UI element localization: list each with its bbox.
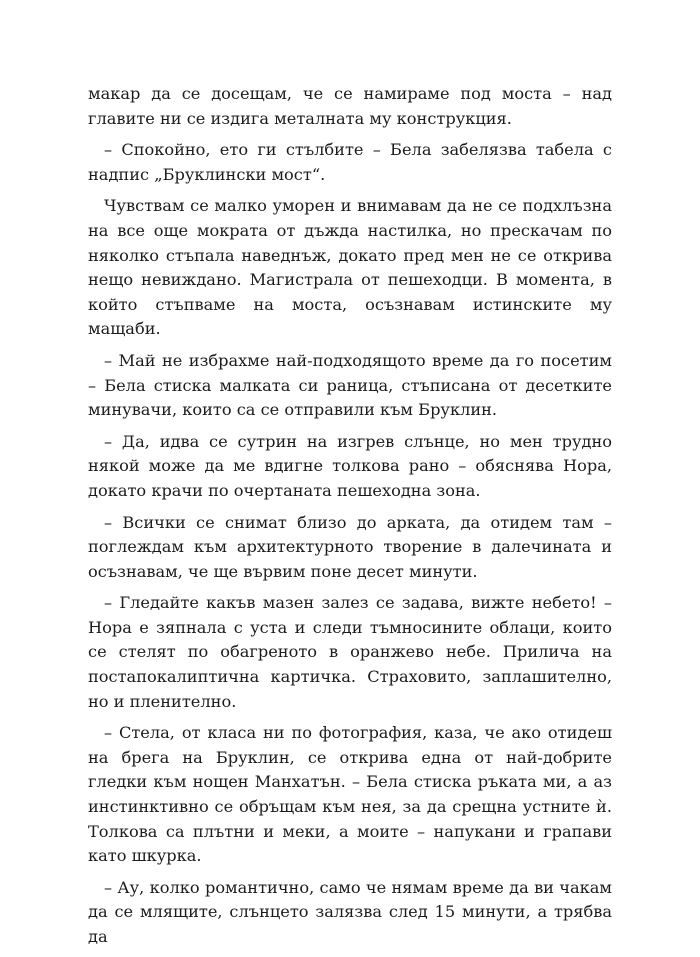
- page-text: [88, 82, 612, 957]
- paragraph-2: – Спокойно, ето ги стълбите – Бела забелязва табела с надпис „Бруклински мост“.: [88, 140, 612, 184]
- paragraph-7: – Гледайте какъв мазен залез се задава, вижте небето! – Нора е зяпнала с уста и следи тъмносините облаци, които се стелят по обагреното в оранжево небе. Прилича на постапокалиптична картичка. Страховито, заплашително, но и пленително.: [88, 593, 612, 711]
- paragraph-5: – Да, идва се сутрин на изгрев слънце, но мен трудно някой може да ме вдигне толкова рано – обяснява Нора, докато крачи по очертаната пешеходна зона.: [88, 431, 612, 500]
- paragraph-9: – Ау, колко романтично, само че нямам време да ви чакам да се млящите, слънцето залязва след 15 минути, а трябва да: [88, 877, 612, 946]
- paragraph-3: Чувствам се малко уморен и внимавам да не се подхлъзна на все още мократа от дъжда настилка, но прескачам по няколко стъпала наведнъж, докато пред мен не се открива нещо невиждано. Магистрала от пешеходци. В момента, в който стъпваме на моста, осъзнавам истинските му мащаби.: [88, 196, 612, 339]
- paragraph-6: – Всички се снимат близо до арката, да отидем там – поглеждам към архитектурното творение в далечината и осъзнавам, че ще вървим поне десет минути.: [88, 512, 612, 581]
- paragraph-8: – Стела, от класа ни по фотография, каза, че ако отидеш на брега на Бруклин, се открива една от най-добрите гледки към нощен Манхатън. – Бела стиска ръката ми, а аз инстинктивно се обръщам към нея, за да срещна устните ѝ. Толкова са плътни и меки, а моите – напукани и грапави като шкурка.: [88, 723, 612, 866]
- paragraph-1: макар да се досещам, че се намираме под моста – над главите ни се издига металната му конструкция.: [88, 84, 612, 128]
- paragraph-4: – Май не избрахме най-подходящото време да го посетим – Бела стиска малката си раница, стъписана от десетките минувачи, които са се отправили към Бруклин.: [88, 350, 612, 420]
